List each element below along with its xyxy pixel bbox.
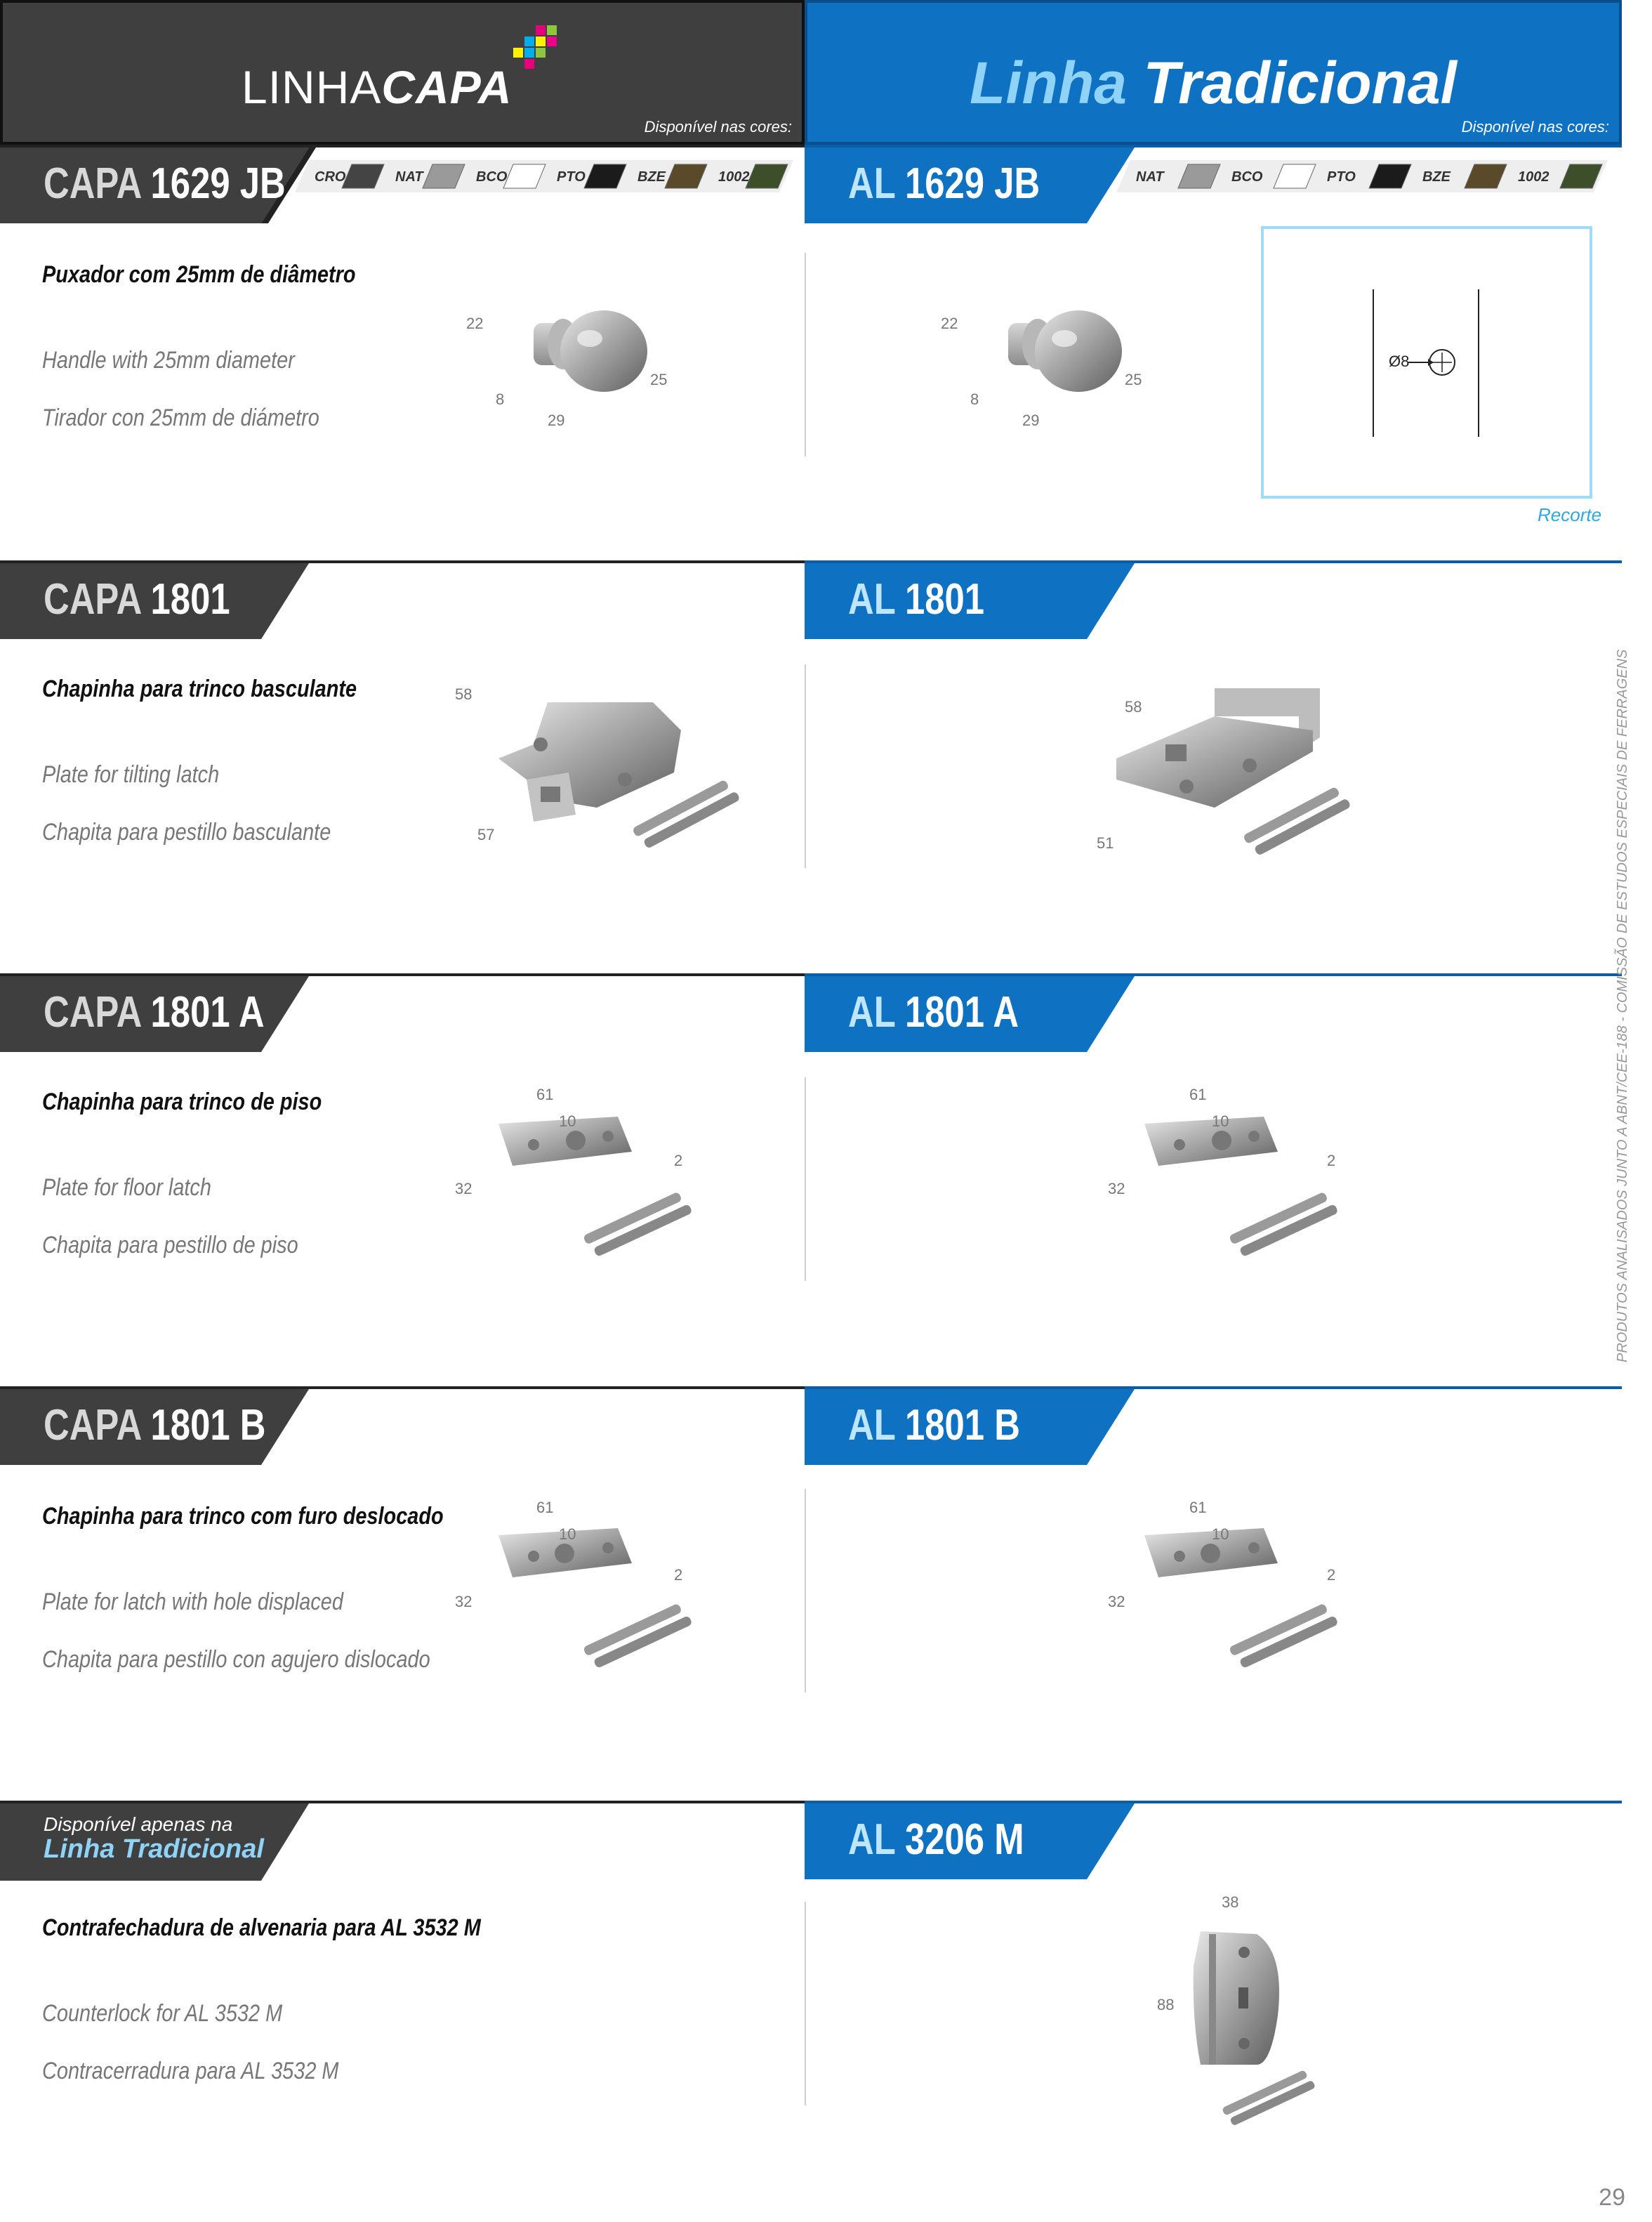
handle-product-image <box>520 295 660 414</box>
product-line-prefix: CAPA <box>44 988 141 1037</box>
swatch-code-label: PTO <box>557 169 586 185</box>
product-line-prefix: CAPA <box>44 575 141 624</box>
swatch-code-label: 1002 <box>718 169 750 185</box>
product-code: 1801 B <box>150 1401 266 1449</box>
section-title-al-1801 <box>805 563 1128 639</box>
capa-pixel-logo-icon <box>498 24 561 73</box>
cutout-drawing <box>1264 229 1590 496</box>
linha-tradicional-logo <box>807 49 1619 117</box>
displaced-hole-plate-image <box>491 1521 744 1683</box>
floor-latch-plate-image <box>491 1110 744 1271</box>
product-code: 1801 <box>904 575 985 624</box>
product-code: 1629 JB <box>904 159 1040 208</box>
column-divider <box>805 1077 806 1281</box>
description-en: Plate for tilting latch <box>42 761 220 788</box>
cutout-diagram <box>1261 226 1592 499</box>
logo-linha-text: Linha <box>970 50 1128 116</box>
dimension-label: 10 <box>559 1525 576 1543</box>
dimension-label: 61 <box>1189 1086 1207 1103</box>
side-note: PRODUTOS ANALISADOS JUNTO A ABNT/CEE-188 - COMISSÃO DE ESTUDOS ESPECIAIS DE FERRAGENS <box>1615 649 1630 1362</box>
dimension-label: 58 <box>455 685 473 703</box>
page-number: 29 <box>1599 2184 1625 2211</box>
dimension-label: 2 <box>674 1566 683 1584</box>
section-title-capa-1629jb <box>0 147 309 223</box>
swatch-code-label: CRO <box>315 169 346 185</box>
logo-capa-text: CAPA <box>381 61 513 113</box>
column-divider <box>805 1902 806 2105</box>
description-es: Chapita para pestillo basculante <box>42 819 331 846</box>
swatch-code-label: 1002 <box>1518 169 1549 185</box>
section-title-al-1801b <box>805 1389 1128 1465</box>
dimension-label: 25 <box>650 371 668 388</box>
color-swatches-tradicional <box>1116 160 1608 192</box>
column-divider <box>805 664 806 868</box>
dimension-label: 57 <box>477 826 495 843</box>
dimension-label: 32 <box>455 1180 473 1197</box>
swatch-code-label: BCO <box>1231 169 1263 185</box>
description-pt: Chapinha para trinco de piso <box>42 1089 322 1115</box>
dimension-label: 2 <box>1327 1566 1336 1584</box>
dimension-label: 22 <box>466 315 484 332</box>
dimension-label: 32 <box>455 1593 473 1610</box>
logo-linha-text: LINHA <box>242 61 382 113</box>
dimension-label: 88 <box>1157 1996 1175 2013</box>
dimension-label: 58 <box>1125 698 1142 716</box>
column-divider <box>805 1489 806 1692</box>
swatch-code-label: NAT <box>1136 169 1164 185</box>
swatch-code-label: NAT <box>395 169 423 185</box>
dimension-label: 29 <box>1022 412 1040 429</box>
section-title-capa-1801b <box>0 1389 309 1465</box>
tilting-latch-plate-image <box>484 688 765 899</box>
description-pt: Puxador com 25mm de diâmetro <box>42 261 356 288</box>
section-title-capa-1801 <box>0 563 309 639</box>
dimension-label: 61 <box>1189 1499 1207 1516</box>
linha-tradicional-header <box>805 0 1622 145</box>
tilting-latch-plate-image <box>1109 674 1376 878</box>
dimension-label: 8 <box>970 390 979 408</box>
section-title-capa-1801a <box>0 976 309 1052</box>
swatch-code-label: BZE <box>637 169 666 185</box>
section-title-al-1629jb <box>805 147 1128 223</box>
description-es: Chapita para pestillo de piso <box>42 1232 298 1258</box>
handle-product-image <box>994 295 1135 414</box>
available-colors-label: Disponível nas cores: <box>1461 118 1609 136</box>
hole-diameter-label: Ø8 <box>1389 353 1410 370</box>
linha-capa-header <box>0 0 805 145</box>
product-line-prefix: AL <box>848 1401 895 1449</box>
section-title-al-3206m <box>805 1803 1128 1879</box>
product-code: 3206 M <box>904 1815 1024 1864</box>
dimension-label: 2 <box>674 1152 683 1169</box>
dimension-label: 29 <box>548 412 565 429</box>
description-en: Plate for latch with hole displaced <box>42 1589 343 1615</box>
description-es: Tirador con 25mm de diámetro <box>42 405 319 431</box>
dimension-label: 8 <box>496 390 505 408</box>
column-divider <box>805 253 806 456</box>
dimension-label: 2 <box>1327 1152 1336 1169</box>
description-pt: Chapinha para trinco basculante <box>42 676 357 702</box>
swatch-code-label: BZE <box>1422 169 1451 185</box>
description-es: Chapita para pestillo con agujero dislocado <box>42 1646 430 1673</box>
dimension-label: 10 <box>1212 1525 1229 1543</box>
product-code: 1801 A <box>904 988 1019 1037</box>
product-code: 1629 JB <box>150 159 286 208</box>
dimension-label: 32 <box>1108 1180 1125 1197</box>
description-pt: Contrafechadura de alvenaria para AL 3532 M <box>42 1914 481 1941</box>
description-en: Handle with 25mm diameter <box>42 347 295 374</box>
product-line-prefix: AL <box>848 988 895 1037</box>
logo-tradicional-text: Tradicional <box>1143 50 1457 116</box>
description-pt: Chapinha para trinco com furo deslocado <box>42 1503 444 1530</box>
product-code: 1801 A <box>150 988 265 1037</box>
product-line-prefix: CAPA <box>44 159 141 208</box>
dimension-label: 25 <box>1125 371 1142 388</box>
only-available-line: Linha Tradicional <box>44 1834 264 1864</box>
only-available-label: Disponível apenas na <box>44 1813 233 1835</box>
dimension-label: 38 <box>1222 1893 1239 1911</box>
counterlock-image <box>1179 1924 1362 2135</box>
dimension-label: 10 <box>1212 1112 1229 1130</box>
product-line-prefix: AL <box>848 159 895 208</box>
floor-latch-plate-image <box>1137 1110 1390 1271</box>
swatch-code-label: PTO <box>1327 169 1356 185</box>
description-en: Plate for floor latch <box>42 1174 211 1201</box>
displaced-hole-plate-image <box>1137 1521 1390 1683</box>
dimension-label: 32 <box>1108 1593 1125 1610</box>
product-line-prefix: CAPA <box>44 1401 141 1449</box>
cutout-label: Recorte <box>1538 504 1602 525</box>
product-code: 1801 B <box>904 1401 1020 1449</box>
description-es: Contracerradura para AL 3532 M <box>42 2058 339 2084</box>
section-title-al-1801a <box>805 976 1128 1052</box>
dimension-label: 51 <box>1097 834 1114 852</box>
dimension-label: 61 <box>536 1499 554 1516</box>
dimension-label: 61 <box>536 1086 554 1103</box>
description-en: Counterlock for AL 3532 M <box>42 2000 283 2027</box>
product-line-prefix: AL <box>848 575 895 624</box>
product-code: 1801 <box>150 575 230 624</box>
dimension-label: 10 <box>559 1112 576 1130</box>
color-swatches-capa <box>295 160 793 192</box>
product-line-prefix: AL <box>848 1815 895 1864</box>
swatch-code-label: BCO <box>476 169 508 185</box>
linha-capa-logo <box>242 60 513 114</box>
dimension-label: 22 <box>941 315 958 332</box>
available-colors-label: Disponível nas cores: <box>644 118 792 136</box>
